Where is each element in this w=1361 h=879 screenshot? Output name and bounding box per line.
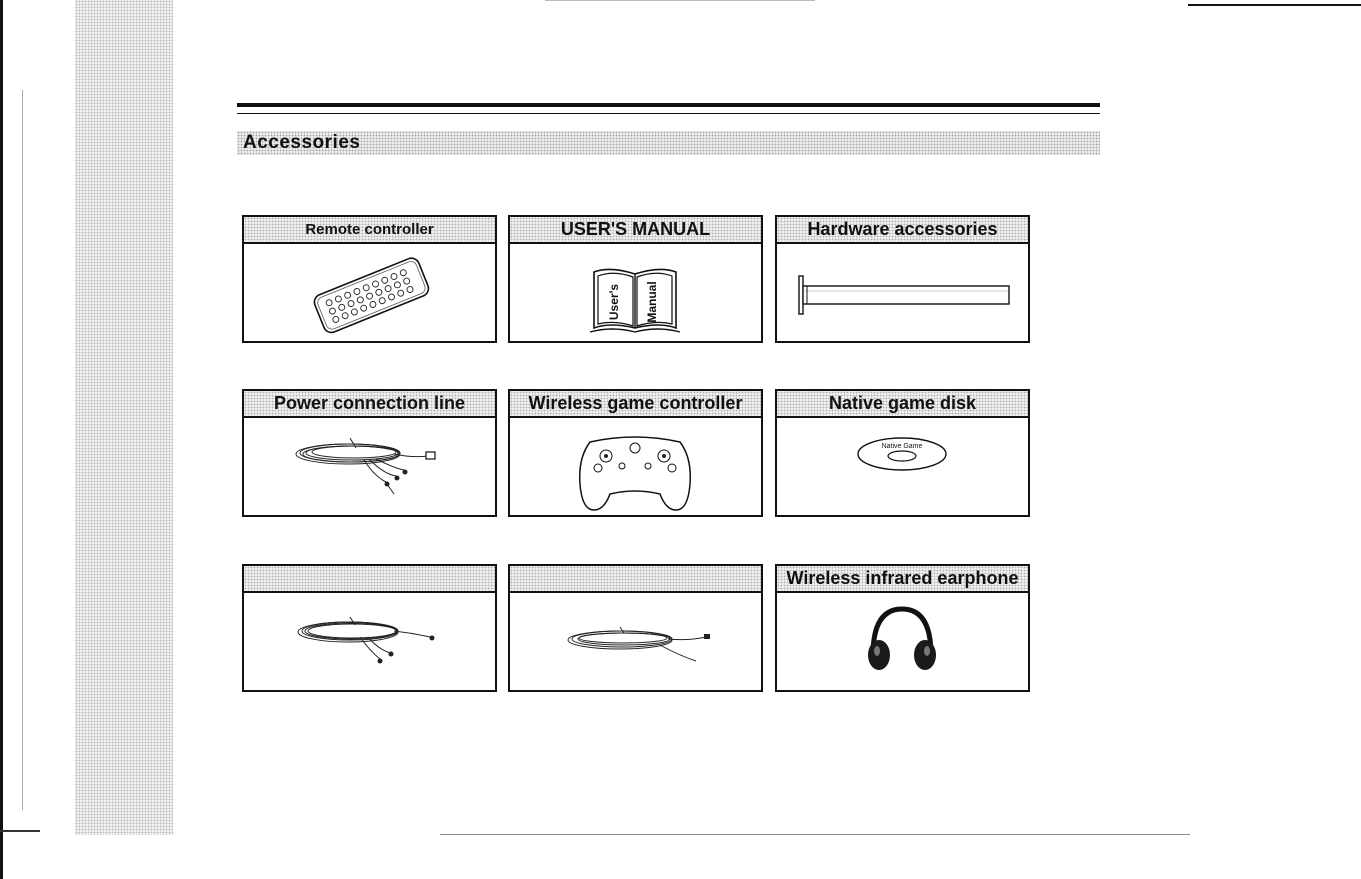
card-title: Remote controller [244, 217, 495, 244]
card-title [510, 566, 761, 593]
card-title: USER'S MANUAL [510, 217, 761, 244]
section-title: Accessories [243, 132, 361, 153]
accessory-card-manual [508, 215, 763, 343]
book-left-text: User's [607, 283, 621, 321]
av-cable-icon [244, 593, 495, 690]
accessory-card-cable [508, 564, 763, 692]
top-rule-right [1188, 4, 1361, 6]
disc-label: Native Game [881, 443, 923, 450]
accessory-card-remote [242, 215, 497, 343]
bottom-rule-left [0, 830, 40, 832]
scan-margin-strip [75, 0, 173, 835]
page-edge [0, 0, 3, 879]
accessory-card-disk [775, 389, 1030, 517]
top-rule [545, 0, 815, 1]
card-title: Power connection line [244, 391, 495, 418]
header-rule-thick [237, 103, 1100, 107]
page-edge-line [22, 90, 23, 810]
remote-control-icon [244, 244, 495, 341]
card-title: Wireless infrared earphone [777, 566, 1028, 593]
rod-icon [777, 244, 1028, 341]
game-disc-icon [777, 418, 1028, 515]
manual-book-icon [510, 244, 761, 341]
card-title: Native game disk [777, 391, 1028, 418]
accessory-card-av-cable [242, 564, 497, 692]
header-rule-thin [237, 113, 1100, 114]
accessory-card-power [242, 389, 497, 517]
book-right-text: Manual [645, 281, 659, 323]
gamepad-icon [510, 418, 761, 515]
accessory-card-gamepad [508, 389, 763, 517]
accessory-card-earphone [775, 564, 1030, 692]
card-title: Wireless game controller [510, 391, 761, 418]
bottom-rule [440, 834, 1190, 835]
section-band [237, 131, 1100, 155]
power-cable-icon [244, 418, 495, 515]
accessory-card-hardware [775, 215, 1030, 343]
headphones-icon [777, 593, 1028, 690]
card-title: Hardware accessories [777, 217, 1028, 244]
card-title [244, 566, 495, 593]
coiled-cable-icon [510, 593, 761, 690]
